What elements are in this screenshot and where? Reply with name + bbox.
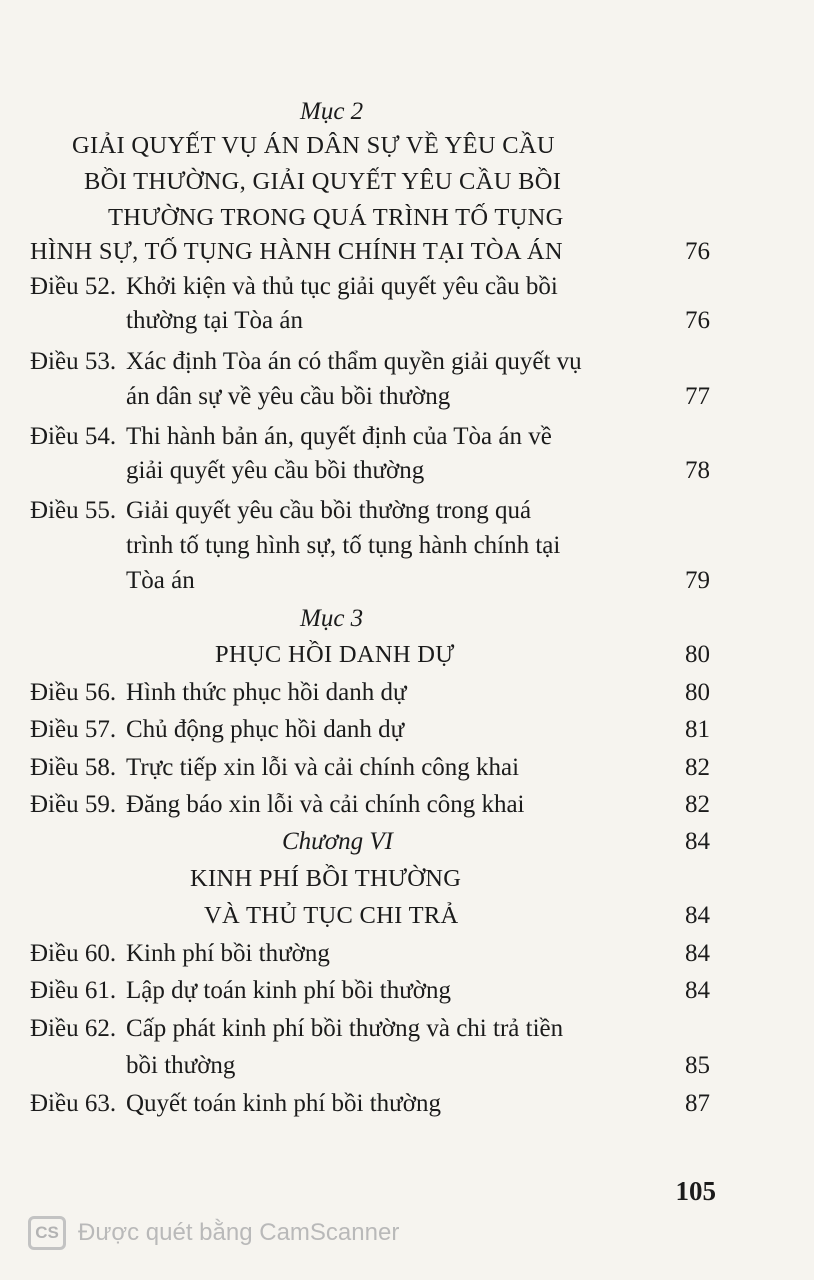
toc-entry-60-page: 84 [685,940,710,967]
toc-entry-59-text: Đăng báo xin lỗi và cải chính công khai [126,791,525,818]
toc-entry-63-page: 87 [685,1090,710,1117]
section-2-title-line-2: BỒI THƯỜNG, GIẢI QUYẾT YÊU CẦU BỒI [84,168,562,195]
toc-entry-59-page: 82 [685,791,710,818]
toc-entry-63-article: Điều 63. [30,1090,117,1117]
toc-entry-52-article: Điều 52. [30,273,117,300]
toc-entry-58-page: 82 [685,754,710,781]
toc-entry-54-line-2: giải quyết yêu cầu bồi thường [126,457,425,484]
toc-entry-52-line-1: Khởi kiện và thủ tục giải quyết yêu cầu bồi [126,273,558,300]
toc-entry-53-line-1: Xác định Tòa án có thẩm quyền giải quyết vụ [126,348,582,375]
toc-entry-62-line-2: bồi thường [126,1052,236,1079]
toc-entry-61-article: Điều 61. [30,977,117,1004]
toc-entry-62-article: Điều 62. [30,1015,117,1042]
section-3-page: 80 [685,641,710,668]
toc-entry-56-page: 80 [685,679,710,706]
toc-entry-52-page: 76 [685,307,710,334]
toc-entry-52-line-2: thường tại Tòa án [126,307,303,334]
toc-entry-58-article: Điều 58. [30,754,117,781]
section-3-label: Mục 3 [300,605,364,632]
section-3-title: PHỤC HỒI DANH DỰ [215,641,455,668]
page-number: 105 [675,1176,716,1206]
toc-entry-56-text: Hình thức phục hồi danh dự [126,679,407,706]
toc-entry-61-page: 84 [685,977,710,1004]
chapter-6-label-page: 84 [685,828,710,855]
camscanner-logo-icon: CS [28,1216,66,1250]
toc-entry-53-article: Điều 53. [30,348,117,375]
toc-entry-55-line-3: Tòa án [126,567,195,594]
toc-entry-57-text: Chủ động phục hồi danh dự [126,716,405,743]
toc-entry-60-line-1: Kinh phí bồi thường [126,940,330,967]
toc-entry-57-page: 81 [685,716,710,743]
chapter-6-label: Chương VI [282,828,393,855]
toc-entry-58-text: Trực tiếp xin lỗi và cải chính công khai [126,754,520,781]
toc-entry-55-article: Điều 55. [30,497,117,524]
scanner-watermark [28,1213,399,1253]
toc-entry-62-page: 85 [685,1052,710,1079]
scanner-watermark-text: Được quét bằng CamScanner [78,1219,400,1246]
toc-entry-53-line-2: án dân sự về yêu cầu bồi thường [126,383,451,410]
toc-entry-57-article: Điều 57. [30,716,117,743]
toc-entry-54-page: 78 [685,457,710,484]
toc-entry-55-line-1: Giải quyết yêu cầu bồi thường trong quá [126,497,532,524]
toc-entry-55-page: 79 [685,567,710,594]
toc-entry-60-article: Điều 60. [30,940,117,967]
toc-entry-61-line-1: Lập dự toán kinh phí bồi thường [126,977,452,1004]
chapter-6-title-line-1: KINH PHÍ BỒI THƯỜNG [190,865,462,892]
toc-entry-54-article: Điều 54. [30,423,117,450]
section-2-label: Mục 2 [300,98,364,125]
section-2-page: 76 [685,238,710,265]
section-2-title-line-4: HÌNH SỰ, TỐ TỤNG HÀNH CHÍNH TẠI TÒA ÁN [30,238,563,265]
toc-entry-53-page: 77 [685,383,710,410]
chapter-6-page: 84 [685,902,710,929]
section-2-title-line-3: THƯỜNG TRONG QUÁ TRÌNH TỐ TỤNG [108,204,564,231]
section-2-title-line-1: GIẢI QUYẾT VỤ ÁN DÂN SỰ VỀ YÊU CẦU [72,132,555,159]
toc-entry-54-line-1: Thi hành bản án, quyết định của Tòa án về [126,423,552,450]
toc-entry-55-line-2: trình tố tụng hình sự, tố tụng hành chính tại [126,532,561,559]
toc-entry-59-article: Điều 59. [30,791,117,818]
chapter-6-title-line-2: VÀ THỦ TỤC CHI TRẢ [204,902,459,929]
toc-entry-63-line-1: Quyết toán kinh phí bồi thường [126,1090,441,1117]
toc-entry-56-article: Điều 56. [30,679,117,706]
toc-entry-62-line-1: Cấp phát kinh phí bồi thường và chi trả tiền [126,1015,564,1042]
